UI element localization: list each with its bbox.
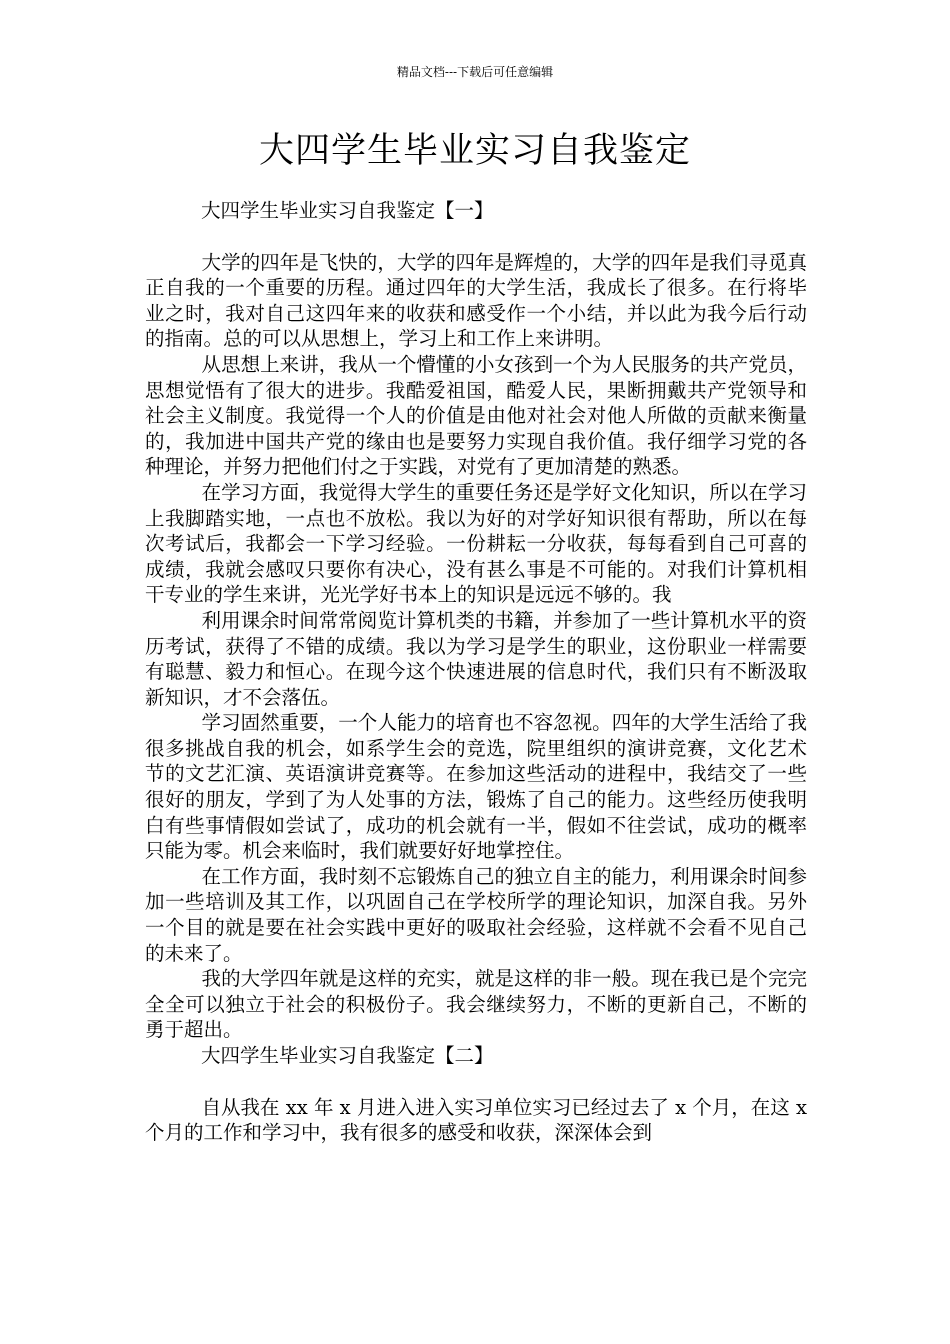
paragraph: 在工作方面，我时刻不忘锻炼自己的独立自主的能力，利用课余时间参加一些培训及其工作，以巩固自己在学校所学的理论知识，加深自我。另外一个目的就是要在社会实践中更好的吸取社会经验，这样就不会看不见自己的未来了。 <box>145 864 807 965</box>
page-header: 精品文档---下载后可任意编辑 <box>396 65 554 79</box>
paragraph: 利用课余时间常常阅览计算机类的书籍，并参加了一些计算机水平的资历考试，获得了不错的成绩。我以为学习是学生的职业，这份职业一样需要有聪慧、毅力和恒心。在现今这个快速进展的信息时代，我们只有不断汲取新知识，才不会落伍。 <box>145 608 807 709</box>
document-title: 大四学生毕业实习自我鉴定 <box>258 131 691 171</box>
document-body <box>145 198 807 1146</box>
section-heading-one: 大四学生毕业实习自我鉴定【一】 <box>201 199 494 222</box>
paragraph: 学习固然重要，一个人能力的培育也不容忽视。四年的大学生活给了我很多挑战自我的机会，如系学生会的竞选，院里组织的演讲竞赛，文化艺术节的文艺汇演、英语演讲竞赛等。在参加这些活动的进程中，我结交了一些很好的朋友，学到了为人处事的方法，锻炼了自己的能力。这些经历使我明白有些事情假如尝试了，成功的机会就有一半，假如不往尝试，成功的概率只能为零。机会来临时，我们就要好好地掌控住。 <box>145 711 807 863</box>
section-heading-two: 大四学生毕业实习自我鉴定【二】 <box>201 1044 494 1067</box>
paragraph: 从思想上来讲，我从一个懵懂的小女孩到一个为人民服务的共产党员，思想觉悟有了很大的进步。我酷爱祖国，酷爱人民，果断拥戴共产党领导和社会主义制度。我觉得一个人的价值是由他对社会对他人所做的贡献来衡量的，我加进中国共产党的缘由也是要努力实现自我价值。我仔细学习党的各种理论，并努力把他们付之于实践，对党有了更加清楚的熟悉。 <box>145 352 807 479</box>
paragraph: 自从我在 xx 年 x 月进入进入实习单位实习已经过去了 x 个月，在这 x 个月的工作和学习中，我有很多的感受和收获，深深体会到 <box>145 1095 807 1145</box>
paragraph: 大学的四年是飞快的，大学的四年是辉煌的，大学的四年是我们寻觅真正自我的一个重要的历程。通过四年的大学生活，我成长了很多。在行将毕业之时，我对自己这四年来的收获和感受作一个小结，并以此为我今后行动的指南。总的可以从思想上，学习上和工作上来讲明。 <box>145 250 807 351</box>
paragraph: 我的大学四年就是这样的充实，就是这样的非一般。现在我已是个完完全全可以独立于社会的积极份子。我会继续努力，不断的更新自己，不断的勇于超出。 <box>145 967 807 1042</box>
paragraph: 在学习方面，我觉得大学生的重要任务还是学好文化知识，所以在学习上我脚踏实地，一点也不放松。我以为好的对学好知识很有帮助，所以在每次考试后，我都会一下学习经验。一份耕耘一分收获，每每看到自己可喜的成绩，我就会感叹只要你有决心，没有甚么事是不可能的。对我们计算机相干专业的学生来讲，光光学好书本上的知识是远远不够的。我 <box>145 480 807 607</box>
